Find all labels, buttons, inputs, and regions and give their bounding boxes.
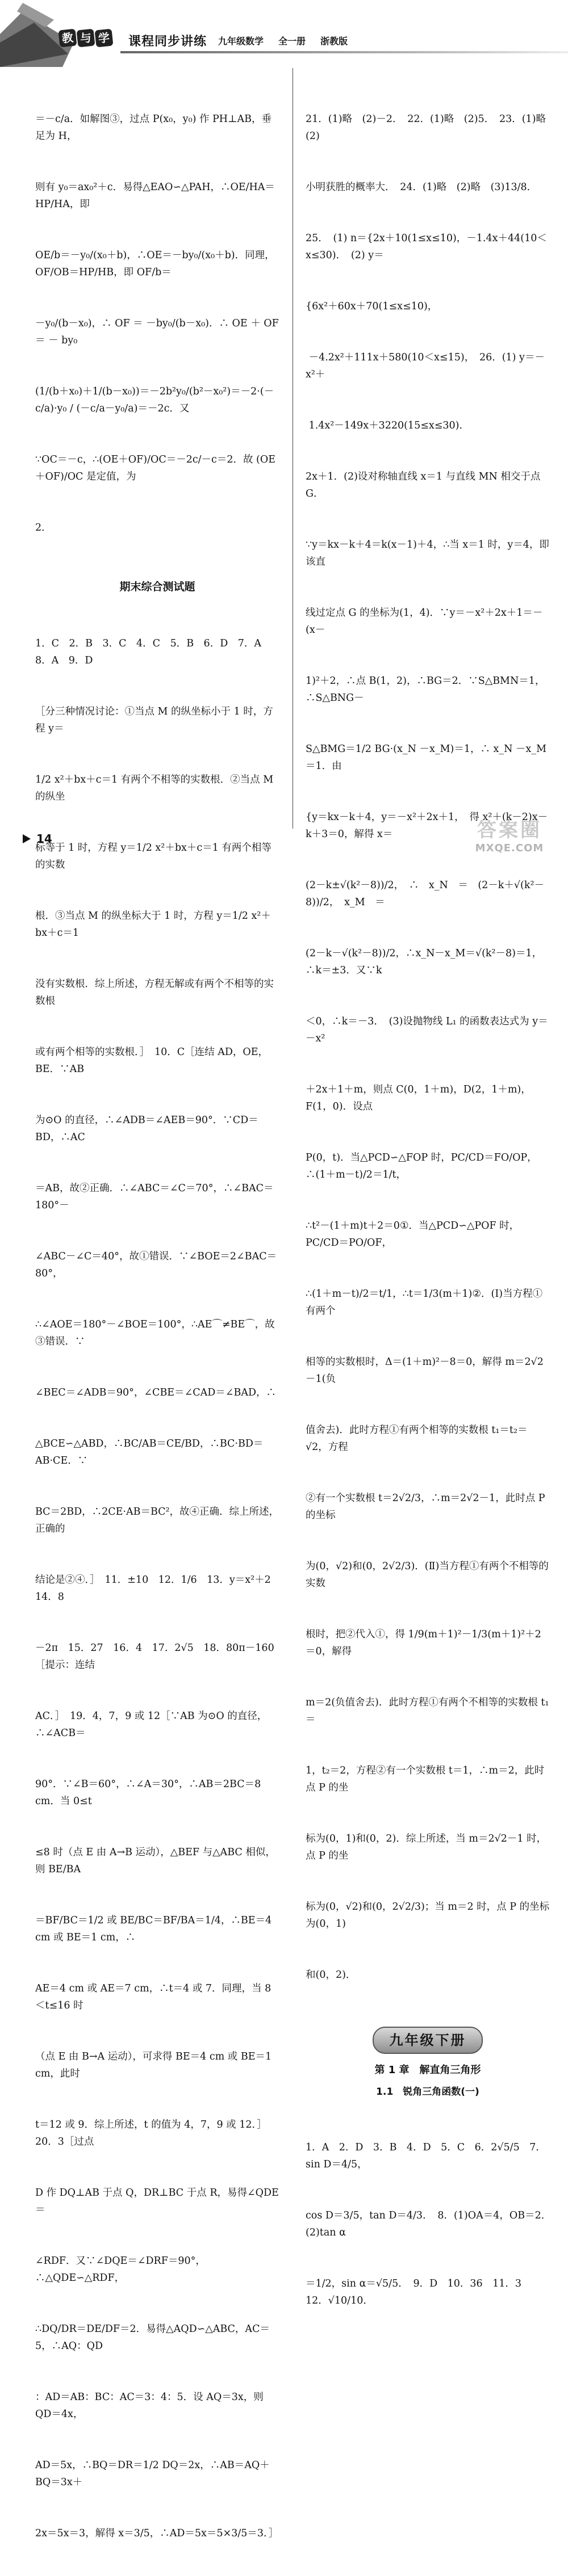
grade-label: 九年级数学 bbox=[218, 36, 264, 47]
text-line: 结论是②④．］ 11．±10 12．1/6 13．y＝x²＋2 14．8 bbox=[35, 1574, 281, 1603]
watermark bbox=[456, 814, 563, 860]
text-line: (2－k－√(k²－8))/2，∴x_N－x_M＝√(k²－8)＝1，∴k＝±3．又∵k bbox=[306, 948, 542, 976]
logo-char: 与 bbox=[77, 29, 95, 48]
left-bottom-block bbox=[35, 601, 279, 2576]
text-line: △BCE∽△ABD，∴BC/AB＝CE/BD，∴BC·BD＝AB·CE．∵ bbox=[35, 1438, 264, 1466]
text-line: 为⊙O 的直径，∴∠ADB＝∠AEB＝90°．∵CD＝BD，∴AC bbox=[35, 1115, 258, 1143]
text-line: 相等的实数根时，Δ＝(1＋m)²－8＝0，解得 m＝2√2－1(负 bbox=[306, 1356, 544, 1385]
text-line: 1．C 2．B 3．C 4．C 5．B 6．D 7．A 8．A 9．D bbox=[35, 638, 272, 666]
text-line: ＋2x＋1＋m，则点 C(0，1＋m)，D(2，1＋m)，F(1，0)．设点 bbox=[306, 1084, 531, 1112]
text-line: 标为(0，1)和(0，2)．综上所述，当 m＝2√2－1 时，点 P 的坐 bbox=[306, 1833, 547, 1861]
text-line: ∠ABC－∠C＝40°，故①错误．∵∠BOE＝2∠BAC＝80°， bbox=[35, 1251, 277, 1279]
text-line: ∠BEC＝∠ADB＝90°，∠CBE＝∠CAD＝∠BAD，∴ bbox=[35, 1387, 276, 1398]
text-line: cos D＝3/5，tan D＝4/3． 8．(1)OA＝4，OB＝2． (2)tan α bbox=[306, 2210, 556, 2238]
book-meta bbox=[218, 34, 348, 47]
logo-char: 教 bbox=[59, 29, 77, 48]
text-line: 2x＝5x＝3，解得 x＝3/5，∴AD＝5x＝5×3/5＝3．］ bbox=[35, 2528, 279, 2539]
text-line: m＝2(负值舍去)．此时方程①有两个不相等的实数根 t₁＝ bbox=[306, 1697, 549, 1725]
text-line: ：AD＝AB：BC：AC＝3：4：5．设 AQ＝3x，则 QD＝4x， bbox=[35, 2392, 267, 2420]
text-line: P(0，t)．当△PCD∽△FOP 时，PC/CD＝FO/OP，∴(1＋m－t)/2＝1/t， bbox=[306, 1152, 537, 1180]
series-title: 课程同步讲练 bbox=[128, 35, 207, 49]
text-line: 标为(0，√2)和(0，2√2/3)；当 m＝2 时，点 P 的坐标为(0，1) bbox=[306, 1901, 550, 1930]
text-line: 则有 y₀＝ax₀²＋c．易得△EAO∽△PAH，∴OE/HA＝HP/HA，即 bbox=[35, 182, 275, 210]
text-line: （点 E 由 B→A 运动），可求得 BE＝4 cm 或 BE＝1 cm，此时 bbox=[35, 2051, 275, 2079]
text-line: {y＝kx－k＋4，y＝－x²＋2x＋1， 得 x²＋(k－2)x－k＋3＝0，解得 x＝ bbox=[306, 812, 548, 840]
right-column bbox=[306, 77, 556, 2343]
page-number-text: 14 bbox=[36, 832, 52, 846]
watermark-url: MXQE.COM bbox=[475, 842, 544, 854]
text-line: ∴(1＋m－t)/2＝t/1，∴t＝1/3(m＋1)②．(Ⅰ)当方程①有两个 bbox=[306, 1288, 543, 1317]
text-line: 为(0，√2)和(0，2√2/3)．(Ⅱ)当方程①有两个不相等的实数 bbox=[306, 1561, 549, 1589]
text-line: ＜0，∴k＝－3． (3)设抛物线 L₁ 的函数表达式为 y＝－x² bbox=[306, 1016, 548, 1044]
text-line: ∴t²－(1＋m)t＋2＝0①．当△PCD∽△POF 时，PC/CD＝PO/OF， bbox=[306, 1220, 520, 1249]
text-line: 线过定点 G 的坐标为(1，4)．∵y＝－x²＋2x＋1＝－(x－ bbox=[306, 607, 543, 636]
text-line: (2－k±√(k²－8))/2， ∴ x_N ＝ (2－k＋√(k²－8))/2， x_M ＝ bbox=[306, 880, 544, 908]
text-line: ［分三种情况讨论：①当点 M 的纵坐标小于 1 时，方程 y＝ bbox=[35, 706, 273, 734]
text-line: 根时，把②代入①，得 1/9(m＋1)²－1/3(m＋1)²＋2＝0，解得 bbox=[306, 1629, 541, 1657]
edition-label: 浙教版 bbox=[320, 36, 348, 47]
text-line: 1/2 x²＋bx＋c＝1 有两个不相等的实数根．②当点 M 的纵坐 bbox=[35, 774, 277, 802]
text-line: t＝12 或 9．综上所述，t 的值为 4，7，9 或 12．］ 20．3［过点 bbox=[35, 2119, 272, 2148]
text-line: －2π 15．27 16．4 17．2√5 18．80π－160［提示：连结 bbox=[35, 1642, 274, 1671]
text-line: 1，t₂＝2，方程②有一个实数根 t＝1，∴m＝2，此时点 P 的坐 bbox=[306, 1765, 545, 1793]
text-line: ＝AB，故②正确．∴∠ABC＝∠C＝70°，∴∠BAC＝180°－ bbox=[35, 1183, 274, 1211]
text-line: ＝－c/a．如解图③，过点 P(x₀，y₀) 作 PH⊥AB，垂足为 H， bbox=[35, 114, 272, 142]
text-line: D 作 DQ⊥AB 于点 Q，DR⊥BC 于点 R，易得∠QDE＝ bbox=[35, 2187, 279, 2216]
page-header bbox=[0, 0, 568, 67]
text-line: ＝1/2，sin α＝√5/5． 9．D 10．36 11．3 12．√10/10． bbox=[306, 2278, 532, 2306]
text-line: ∴DQ/DR＝DE/DF＝2．易得△AQD∽△ABC，AC＝5，∴AQ：QD bbox=[35, 2323, 270, 2352]
text-line: 小明获胜的概率大． 24．(1)略 (2)略 (3)13/8． bbox=[306, 182, 537, 193]
text-line: 25． (1) n＝{2x＋10(1≤x≤10)，－1.4x＋44(10＜x≤30)． (2) y＝ bbox=[306, 233, 547, 261]
right-top-block bbox=[306, 77, 556, 2018]
text-line: AC．］ 19．4，7，9 或 12［∵AB 为⊙O 的直径，∴∠ACB＝ bbox=[35, 1711, 268, 1739]
text-line: OE/b＝－y₀/(x₀＋b)，∴OE＝－by₀/(x₀＋b)．同理，OF/OB＝HP/HB，即 OF/b＝ bbox=[35, 250, 275, 278]
text-line: 1.4x²－149x＋3220(15≤x≤30)． bbox=[306, 420, 469, 431]
text-line: ＝BF/BC＝1/2 或 BE/BC＝BF/BA＝1/4，∴BE＝4 cm 或 BE＝1 cm，∴ bbox=[35, 1915, 275, 1943]
text-line: 2． bbox=[35, 522, 52, 533]
logo-char: 学 bbox=[95, 29, 114, 48]
text-line: 标等于 1 时，方程 y＝1/2 x²＋bx＋c＝1 有两个相等的实数 bbox=[35, 842, 272, 871]
text-line: －y₀/(b－x₀)，∴ OF ＝ －by₀/(b－x₀)．∴ OE ＋ OF ＝ － by₀ bbox=[35, 318, 282, 346]
left-top-block bbox=[35, 77, 282, 570]
text-line: (1/(b＋x₀)＋1/(b－x₀))＝－2b²y₀/(b²－x₀²)＝－2·(－c/a)·y₀ / (－c/a－y₀/a)＝－2c．又 bbox=[35, 386, 274, 414]
watermark-title: 答案圈 bbox=[477, 819, 542, 842]
chapter-title: 第 1 章 解直角三角形 bbox=[374, 2064, 481, 2076]
text-line: 21．(1)略 (2)－2． 22．(1)略 (2)5． 23．(1)略 (2) bbox=[306, 114, 556, 142]
right-bottom-block bbox=[306, 2105, 556, 2343]
text-line: ∠RDF．又∵∠DQE＝∠DRF＝90°，∴△QDE∽△RDF， bbox=[35, 2255, 206, 2284]
page-number bbox=[23, 832, 52, 846]
arrow-right-icon bbox=[23, 834, 31, 843]
text-line: ∵OC＝－c，∴(OE＋OF)/OC＝－2c/－c＝2．故 (OE＋OF)/OC 是定值，为 bbox=[35, 454, 275, 482]
text-line: 根．③当点 M 的纵坐标大于 1 时，方程 y＝1/2 x²＋bx＋c＝1 bbox=[35, 910, 271, 939]
left-column bbox=[35, 77, 282, 2576]
text-line: 1)²＋2，∴点 B(1，2)，∴BG＝2．∵S△BMN＝1，∴S△BNG－ bbox=[306, 675, 545, 704]
text-line: {6x²＋60x＋70(1≤x≤10)， bbox=[306, 301, 438, 312]
text-line: ∴∠AOE＝180°－∠BOE＝100°，∴AE⌒≠BE⌒，故③错误．∵ bbox=[35, 1319, 275, 1347]
text-line: 或有两个相等的实数根．］ 10．C［连结 AD，OE，BE．∵AB bbox=[35, 1047, 269, 1075]
text-line: BC＝2BD，∴2CE·AB＝BC²，故④正确．综上所述，正确的 bbox=[35, 1506, 279, 1535]
text-line: 值舍去)．此时方程①有两个相等的实数根 t₁＝t₂＝√2，方程 bbox=[306, 1424, 528, 1453]
text-line: ②有一个实数根 t＝2√2/3，∴m＝2√2－1，此时点 P 的坐标 bbox=[306, 1493, 549, 1521]
volume-label: 全一册 bbox=[278, 36, 306, 47]
text-line: ≤8 时（点 E 由 A→B 运动），△BEF 与△ABC 相似，则 BE/BA bbox=[35, 1847, 275, 1875]
text-line: 没有实数根．综上所述，方程无解或有两个不相等的实数根 bbox=[35, 978, 274, 1007]
subsection-title: 1.1 锐角三角函数(一) bbox=[376, 2086, 479, 2098]
text-line: AD＝5x，∴BQ＝DR＝1/2 DQ＝2x，∴AB＝AQ＋BQ＝3x＋ bbox=[35, 2460, 270, 2488]
text-line: 1．A 2．D 3．B 4．D 5．C 6．2√5/5 7．sin D＝4/5， bbox=[306, 2142, 546, 2170]
text-line: AE＝4 cm 或 AE＝7 cm，∴t＝4 或 7．同理，当 8＜t≤16 时 bbox=[35, 1983, 272, 2011]
text-line: 和(0，2)． bbox=[306, 1969, 356, 1981]
text-line: 2x＋1．(2)设对称轴直线 x＝1 与直线 MN 相交于点 G． bbox=[306, 471, 544, 499]
logo bbox=[59, 30, 112, 47]
text-line: ∵y＝kx－k＋4＝k(x－1)＋4，∴当 x＝1 时，y＝4，即该直 bbox=[306, 539, 549, 568]
grade-banner: 九年级下册 bbox=[373, 2027, 483, 2054]
text-line: －4.2x²＋111x＋580(10＜x≤15)， 26．(1) y＝－x²＋ bbox=[306, 352, 545, 380]
section-title: 期末综合测试题 bbox=[119, 581, 195, 593]
header-rule bbox=[120, 51, 568, 53]
text-line: S△BMG＝1/2 BG·(x_N －x_M)＝1，∴ x_N －x_M ＝1．由 bbox=[306, 743, 550, 772]
text-line: 90°．∵∠B＝60°，∴∠A＝30°，∴AB＝2BC＝8 cm．当 0≤t bbox=[35, 1779, 264, 1807]
